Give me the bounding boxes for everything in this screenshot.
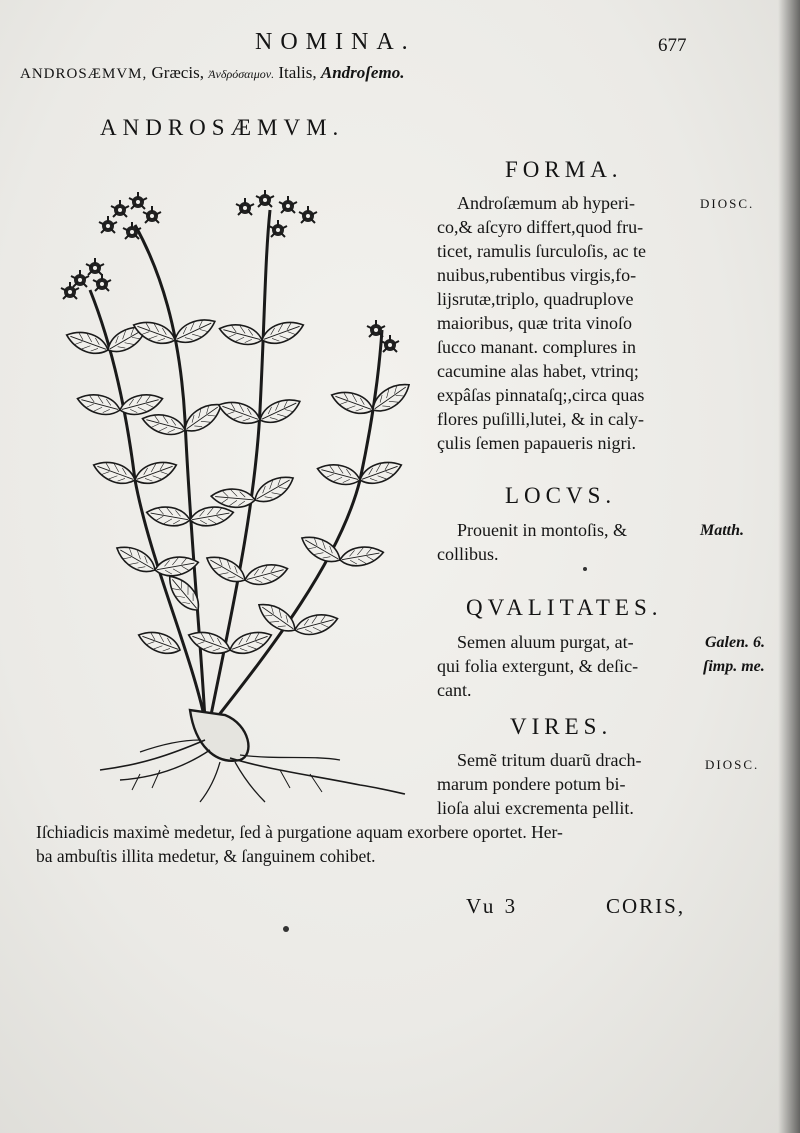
ink-spot <box>583 567 587 571</box>
vires-margin-note: DIOSC. <box>705 757 760 772</box>
plant-title: ANDROSÆMVM. <box>100 115 345 140</box>
forma-line-3: ticet, ramulis ſurculoſis, ac te <box>437 241 646 261</box>
qualitates-heading: QVALITATES. <box>466 595 663 620</box>
qualitates-line-2: qui folia extergunt, & deſic- <box>437 656 639 676</box>
forma-line-7: ſucco manant. complures in <box>437 337 636 357</box>
locus-line-2: collibus. <box>437 544 499 564</box>
page-number: 677 <box>658 35 687 56</box>
forma-line-10: flores puſilli,lutei, & in caly- <box>437 409 644 429</box>
forma-line-6: maioribus, quæ trita vinoſo <box>437 313 632 333</box>
signature-mark: Vu 3 <box>466 894 519 918</box>
italian-label: Italis, <box>278 63 317 82</box>
vires-line-2: marum pondere potum bi- <box>437 774 626 794</box>
forma-line-1: Androſæmum ab hyperi- <box>457 193 635 213</box>
forma-line-8: cacumine alas habet, vtrinq; <box>437 361 639 381</box>
locus-line-1: Prouenit in montoſis, & <box>457 520 628 540</box>
page-gutter-shadow <box>778 0 800 1133</box>
ink-spot <box>283 926 289 932</box>
vires-full-line-2: ba ambuſtis illita medetur, & ſanguinem cohibet. <box>36 846 376 866</box>
qualitates-margin-note-2: ſimp. me. <box>703 658 765 675</box>
locus-heading: LOCVS. <box>505 483 617 508</box>
vires-line-3: lioſa alui excrementa pellit. <box>437 798 634 818</box>
forma-line-4: nuibus,rubentibus virgis,fo- <box>437 265 637 285</box>
qualitates-line-3: cant. <box>437 680 472 700</box>
plant-woodcut-illustration <box>40 180 410 810</box>
forma-line-9: expâſas pinnataſq;,circa quas <box>437 385 645 405</box>
vires-line-1: Semẽ tritum duarũ drach- <box>457 750 642 770</box>
qualitates-margin-note-1: Galen. 6. <box>705 634 765 651</box>
forma-line-2: co,& aſcyro differt,quod fru- <box>437 217 644 237</box>
locus-margin-note: Matth. <box>700 522 745 539</box>
forma-line-5: lijsrutæ,triplo, quadruplove <box>437 289 634 309</box>
italian-name: Androſemo. <box>320 63 405 82</box>
latin-name: ANDROSÆMVM, <box>20 66 148 82</box>
vires-full-line-1: Iſchiadicis maximè medetur, ſed à purgatione aquam exorbere oportet. Her- <box>36 822 563 842</box>
forma-heading: FORMA. <box>505 157 623 182</box>
qualitates-line-1: Semen aluum purgat, at- <box>457 632 634 652</box>
catchword: CORIS, <box>606 894 686 918</box>
forma-line-11: çulis ſemen papaueris nigri. <box>437 433 636 453</box>
running-title: NOMINA. <box>255 29 416 55</box>
greek-label: Græcis, <box>151 63 204 82</box>
forma-margin-note: DIOSC. <box>700 196 755 211</box>
names-line <box>20 64 404 82</box>
vires-heading: VIRES. <box>510 714 613 739</box>
greek-name: Ἀνδρόσαιμον. <box>208 67 275 81</box>
